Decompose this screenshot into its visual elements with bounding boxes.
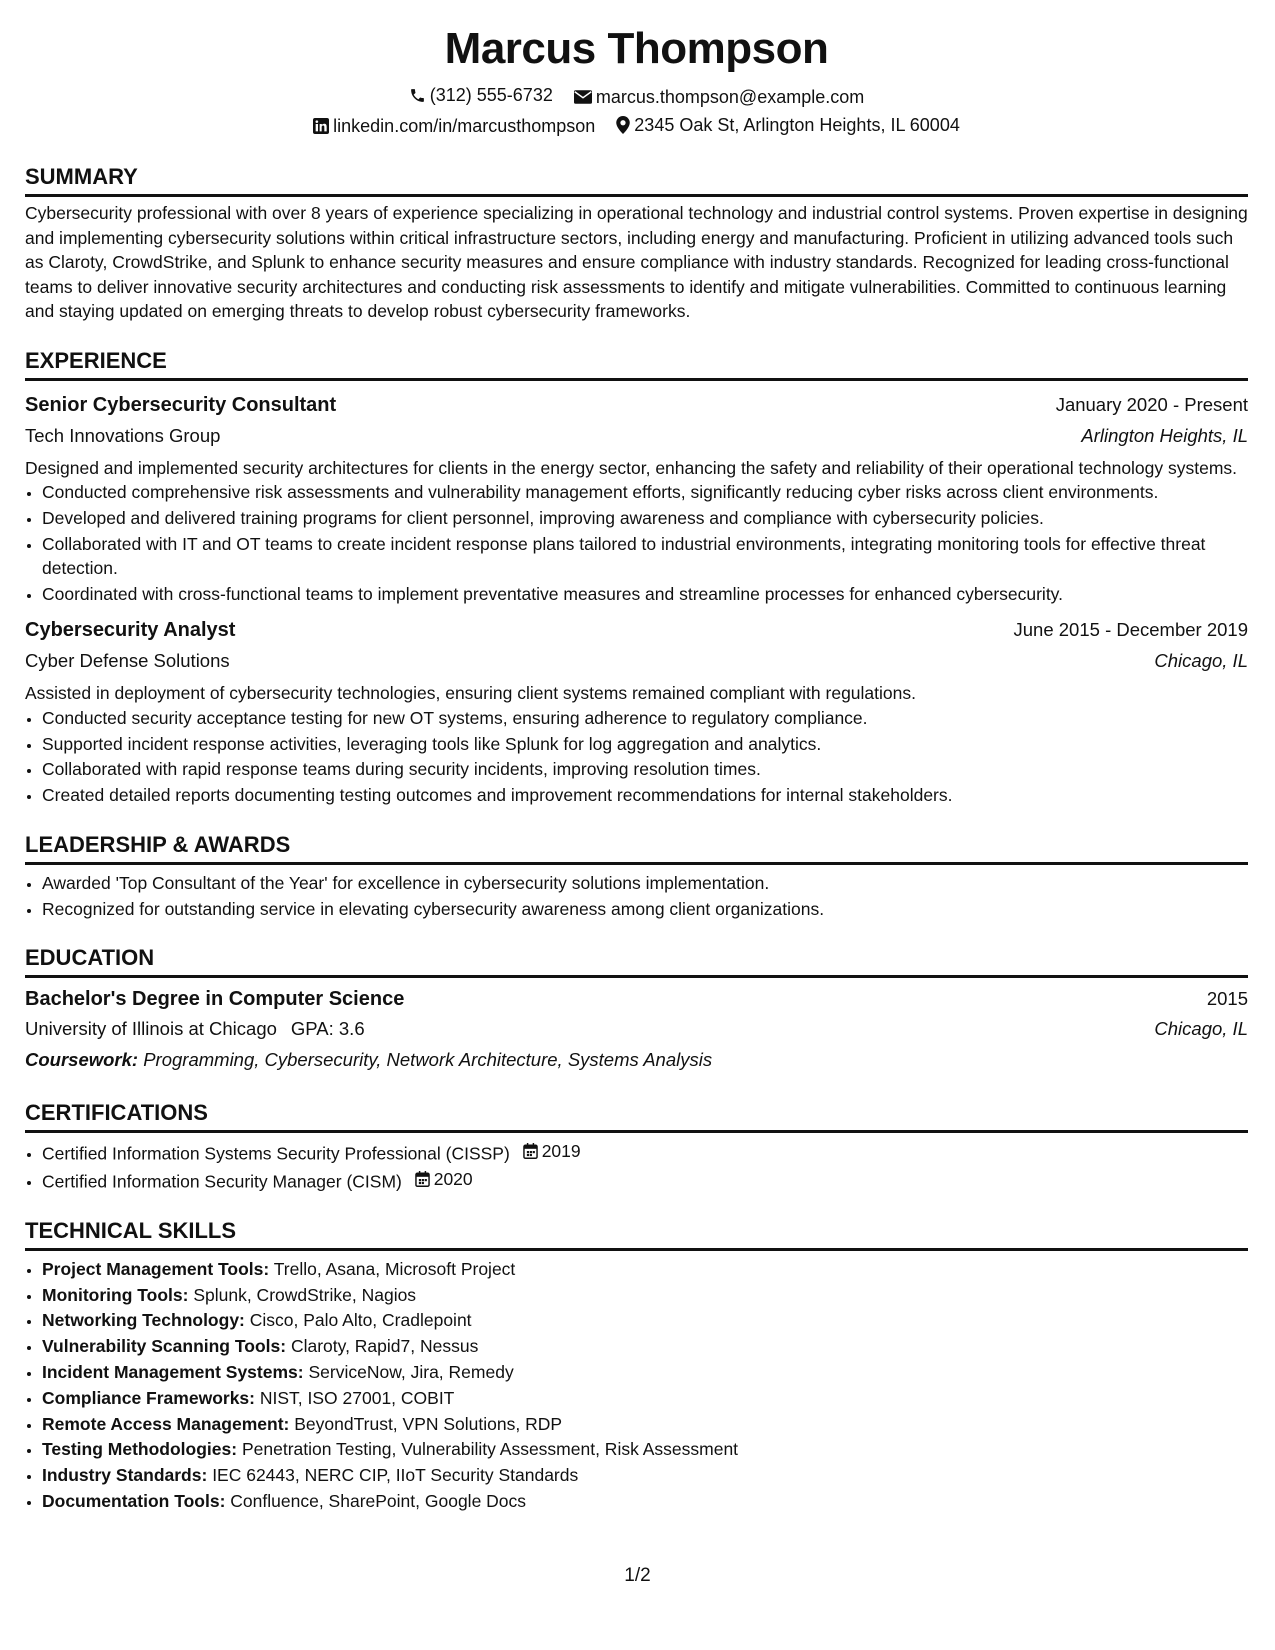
- list-item: • Collaborated with rapid response teams during security incidents, improving resolution times.: [42, 757, 1248, 782]
- summary-text: Cybersecurity professional with over 8 years of experience specializing in operational technology and industrial control systems. Proven expertise in designing and implementing cybersecurity solutions within critical infrastructure sectors, including energy and manufacturing. Proficient in utilizing advanced tools such as Claroty, CrowdStrike, and Splunk to enhance security measures and ensure compliance with industry standards. Recognized for leading cross-functional teams to deliver innovative security architectures and conducting risk assessments to identify and mitigate vulnerabilities. Committed to continuous learning and staying updated on emerging threats to develop robust cybersecurity frameworks.: [25, 203, 1248, 321]
- coursework-line: [25, 1044, 1248, 1076]
- coursework-list: Programming, Cybersecurity, Network Architecture, Systems Analysis: [143, 1049, 713, 1071]
- contact-line-1: [25, 80, 1248, 110]
- phone-text: (312) 555-6732: [429, 85, 553, 105]
- gpa: GPA: 3.6: [290, 1018, 365, 1040]
- skill-value: BeyondTrust, VPN Solutions, RDP: [294, 1413, 563, 1434]
- coursework-label: Coursework:: [25, 1049, 139, 1071]
- job-title: Senior Cybersecurity Consultant: [25, 393, 337, 416]
- job-bullets: [25, 706, 1248, 808]
- cert-year: 2020: [433, 1169, 473, 1190]
- skill-value: ServiceNow, Jira, Remedy: [308, 1362, 514, 1383]
- graduation-year: 2015: [1206, 988, 1248, 1010]
- skill-value: Splunk, CrowdStrike, Nagios: [193, 1284, 417, 1305]
- list-item: [42, 1283, 1248, 1308]
- skill-value: Trello, Asana, Microsoft Project: [273, 1258, 516, 1279]
- list-item: [42, 1360, 1248, 1385]
- experience-heading: EXPERIENCE: [25, 346, 1248, 381]
- map-pin-icon: [616, 116, 630, 134]
- skill-label: Testing Methodologies:: [42, 1439, 238, 1460]
- skill-label: Vulnerability Scanning Tools:: [42, 1336, 287, 1357]
- cert-year: 2019: [541, 1141, 581, 1162]
- list-item: [42, 1334, 1248, 1359]
- list-item: [42, 1489, 1248, 1514]
- list-item: • Supported incident response activities, leveraging tools like Splunk for log aggregation and analytics.: [42, 732, 1248, 757]
- list-item: [42, 1412, 1248, 1437]
- education-heading: EDUCATION: [25, 943, 1248, 978]
- job-entry: [25, 389, 1248, 607]
- envelope-icon: [574, 90, 592, 104]
- list-item: • Conducted comprehensive risk assessments and vulnerability management efforts, significantly reducing cyber risks across client environments.: [42, 480, 1248, 505]
- list-item: [42, 1308, 1248, 1333]
- skill-label: Networking Technology:: [42, 1310, 245, 1331]
- skill-label: Incident Management Systems:: [42, 1362, 304, 1383]
- job-description: Designed and implemented security architectures for clients in the energy sector, enhancing the safety and reliability of their operational technology systems.: [25, 457, 1238, 478]
- list-item: [42, 1167, 1248, 1194]
- skill-value: NIST, ISO 27001, COBIT: [259, 1387, 455, 1408]
- calendar-icon: [415, 1171, 430, 1187]
- school-name: University of Illinois at Chicago: [25, 1018, 277, 1040]
- leadership-list: [25, 871, 1248, 921]
- education-entry: [25, 984, 1248, 1076]
- list-item: • Collaborated with IT and OT teams to create incident response plans tailored to industrial environments, integrating monitoring tools for effective threat detection.: [42, 532, 1248, 581]
- job-location: Arlington Heights, IL: [1081, 424, 1248, 446]
- skill-label: Documentation Tools:: [42, 1491, 226, 1512]
- list-item: [42, 1257, 1248, 1282]
- skill-value: Confluence, SharePoint, Google Docs: [230, 1491, 527, 1512]
- list-item: • Coordinated with cross-functional teams to implement preventative measures and streamline processes for enhanced cybersecurity.: [42, 582, 1248, 607]
- list-item: • Conducted security acceptance testing for new OT systems, ensuring adherence to regulatory compliance.: [42, 706, 1248, 731]
- list-item: • Created detailed reports documenting testing outcomes and improvement recommendations for internal stakeholders.: [42, 783, 1248, 808]
- job-entry: [25, 614, 1248, 807]
- skill-label: Remote Access Management:: [42, 1413, 290, 1434]
- list-item: • Recognized for outstanding service in elevating cybersecurity awareness among client organizations.: [42, 897, 1248, 922]
- certifications-list: [25, 1139, 1248, 1194]
- skill-label: Project Management Tools:: [42, 1258, 270, 1279]
- email-contact[interactable]: [574, 82, 864, 112]
- certifications-heading: CERTIFICATIONS: [25, 1098, 1248, 1133]
- linkedin-contact[interactable]: [313, 111, 595, 141]
- skill-label: Monitoring Tools:: [42, 1284, 189, 1305]
- school-location: Chicago, IL: [1154, 1018, 1248, 1040]
- degree: Bachelor's Degree in Computer Science: [25, 988, 405, 1011]
- page-number: 1/2: [624, 1565, 651, 1586]
- summary-heading: SUMMARY: [25, 162, 1248, 197]
- cert-date: [523, 1139, 581, 1164]
- leadership-heading: LEADERSHIP & AWARDS: [25, 830, 1248, 865]
- school-line: [25, 1014, 365, 1044]
- list-item: • Developed and delivered training programs for client personnel, improving awareness and compliance with cybersecurity policies.: [42, 506, 1248, 531]
- resume-page: [25, 18, 1248, 1515]
- phone-icon: [409, 87, 426, 104]
- skill-value: Claroty, Rapid7, Nessus: [290, 1336, 479, 1357]
- email-text[interactable]: marcus.thompson@example.com: [595, 86, 865, 107]
- skill-value: Cisco, Palo Alto, Cradlepoint: [249, 1310, 472, 1331]
- contact-line-2: [25, 110, 1248, 140]
- address-text: 2345 Oak St, Arlington Heights, IL 60004: [634, 115, 960, 135]
- skills-list: [25, 1257, 1248, 1514]
- company-name: Cyber Defense Solutions: [25, 650, 230, 672]
- job-location: Chicago, IL: [1154, 650, 1248, 672]
- linkedin-text[interactable]: linkedin.com/in/marcusthompson: [333, 116, 596, 136]
- job-dates: January 2020 - Present: [1055, 393, 1248, 415]
- skill-value: Penetration Testing, Vulnerability Assessment, Risk Assessment: [241, 1439, 739, 1460]
- job-bullets: [25, 480, 1248, 606]
- address-contact: [616, 110, 960, 140]
- job-dates: June 2015 - December 2019: [1013, 619, 1248, 641]
- list-item: [42, 1139, 1248, 1166]
- calendar-icon: [523, 1143, 538, 1159]
- list-item: • Awarded 'Top Consultant of the Year' for excellence in cybersecurity solutions implementation.: [42, 871, 1248, 896]
- skill-label: Industry Standards:: [42, 1465, 208, 1486]
- linkedin-icon: [313, 118, 329, 134]
- job-title: Cybersecurity Analyst: [25, 619, 236, 642]
- list-item: [42, 1437, 1248, 1462]
- list-item: [42, 1386, 1248, 1411]
- cert-date: [415, 1167, 473, 1192]
- cert-name: Certified Information Systems Security Professional (CISSP): [42, 1143, 510, 1164]
- job-description: Assisted in deployment of cybersecurity technologies, ensuring client systems remained compliant with regulations.: [25, 683, 916, 704]
- skill-label: Compliance Frameworks:: [42, 1387, 255, 1408]
- skill-value: IEC 62443, NERC CIP, IIoT Security Standards: [212, 1465, 579, 1486]
- cert-name: Certified Information Security Manager (CISM): [42, 1171, 402, 1192]
- skills-heading: TECHNICAL SKILLS: [25, 1216, 1248, 1251]
- phone-contact: [409, 80, 553, 110]
- company-name: Tech Innovations Group: [25, 424, 221, 446]
- candidate-name: Marcus Thompson: [444, 24, 829, 73]
- list-item: [42, 1463, 1248, 1488]
